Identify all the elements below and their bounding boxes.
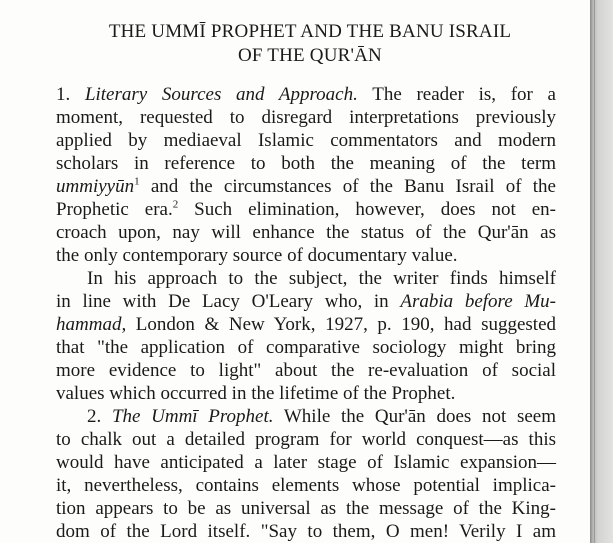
paragraph-line: it, nevertheless, contains elements whose potential implica- — [56, 475, 556, 496]
paragraph-line — [56, 176, 556, 198]
text-span: Prophetic era. — [56, 199, 173, 220]
paragraph-line: that "the application of comparative sociology might bring — [56, 337, 556, 358]
paragraph-line: the only contemporary source of documentary value. — [56, 245, 458, 266]
paragraph-line: values which occurred in the lifetime of the Prophet. — [56, 383, 456, 404]
page-edge-shadow — [590, 0, 613, 543]
paragraph-line: to chalk out a detailed program for world conquest—as this — [56, 429, 556, 450]
section-number: 2. — [87, 406, 102, 427]
paragraph-line — [87, 406, 556, 428]
text-span: London & New York, 1927, p. 190, had suggested — [135, 314, 557, 335]
text-span: While the Qur'ān does not seem — [283, 406, 556, 427]
text-span: in line with De Lacy O'Leary who, in — [56, 291, 389, 312]
section-number: 1. — [56, 84, 71, 105]
term: ummiyyūn — [56, 176, 135, 197]
paragraph-line: scholars in reference to both the meaning of the term — [56, 153, 556, 174]
footnote-marker: 2 — [172, 198, 179, 211]
paragraph-line — [56, 314, 556, 336]
text-span: The reader is, for a — [372, 84, 556, 105]
footnote-marker: 1 — [134, 175, 140, 188]
paragraph-line — [56, 199, 556, 221]
page-edge-line — [594, 0, 595, 543]
paragraph-line: tion appears to be as universal as the message of the King- — [56, 498, 556, 519]
paragraph-line — [56, 84, 556, 106]
paragraph-line: applied by mediaeval Islamic commentators and modern — [56, 130, 556, 151]
section-heading: The Ummī Prophet. — [111, 406, 274, 427]
text-span: and the circumstances of the Banu Israil of the — [150, 176, 556, 197]
paragraph-line: dom of the Lord itself. "Say to them, O men! Verily I am — [56, 521, 556, 542]
paragraph-line: would have anticipated a later stage of Islamic expansion— — [56, 452, 556, 473]
book-title: Arabia before Mu- — [400, 291, 556, 312]
section-heading: Literary Sources and Approach. — [84, 84, 358, 105]
text-span: Such elimination, however, does not en- — [194, 199, 556, 220]
paragraph-line — [56, 291, 556, 313]
paragraph-line: In his approach to the subject, the writer finds himself — [87, 268, 556, 289]
chapter-title-line-2: OF THE QUR'ĀN — [238, 45, 382, 66]
paragraph-line: moment, requested to disregard interpretations previously — [56, 107, 556, 128]
paragraph-line: croach upon, nay will enhance the status of the Qur'ān as — [56, 222, 556, 243]
paragraph-line: more evidence to light" about the re-evaluation of social — [56, 360, 556, 381]
book-title: hammad, — [56, 314, 127, 335]
chapter-title-line-1: THE UMMĪ PROPHET AND THE BANU ISRAIL — [108, 21, 512, 42]
